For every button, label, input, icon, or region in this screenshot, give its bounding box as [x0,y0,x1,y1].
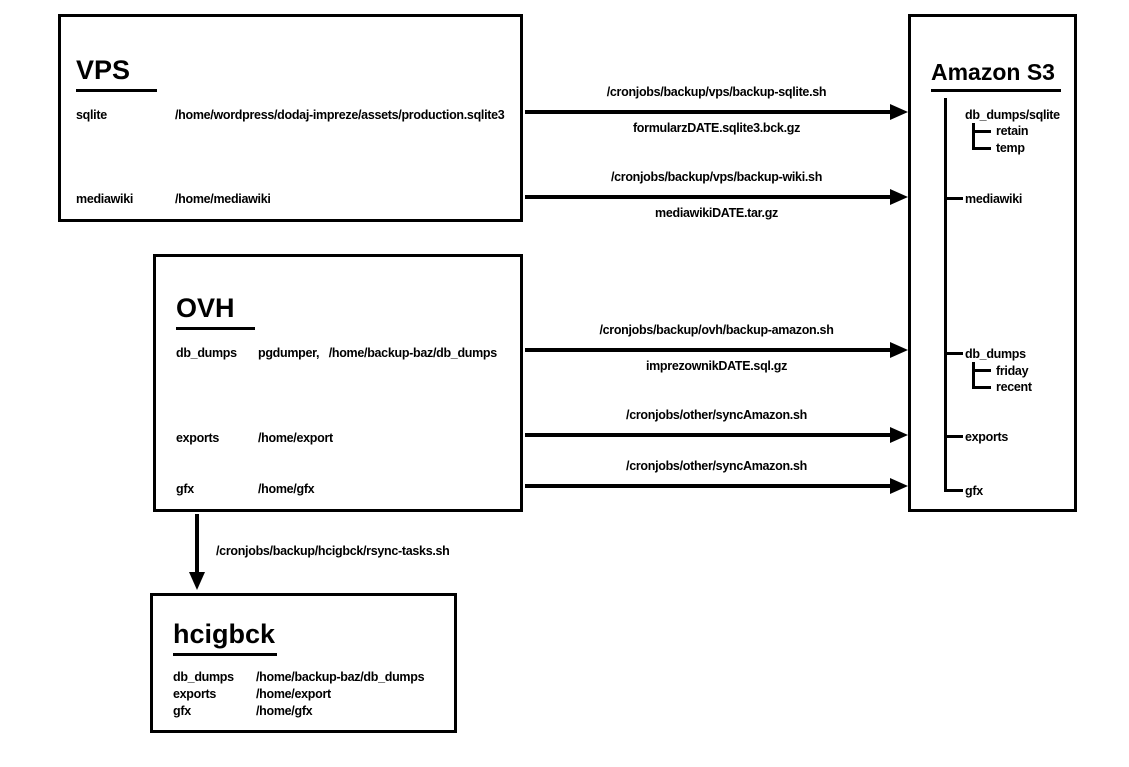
arrowhead-right-icon [890,478,908,494]
s3-tree-leaf: retain [996,124,1029,138]
ovh-row-exports [176,430,521,446]
s3-branch-line [944,435,963,438]
vps-box [58,14,523,222]
hcigbck-box-title: hcigbck [173,621,277,656]
artifact-label: imprezownikDATE.sql.gz [645,359,788,373]
row-value: /home/backup-baz/db_dumps [256,670,425,684]
hcigbck-row-exports [173,686,453,702]
artifact-label: formularzDATE.sqlite3.bck.gz [632,121,801,135]
row-value: /home/mediawiki [175,192,271,206]
arrow-ovh-gfx-to-s3 [525,458,908,514]
s3-subtree-line [972,362,975,389]
row-key: gfx [173,704,191,718]
arrowhead-down-icon [189,572,205,590]
row-value: pgdumper, /home/backup-baz/db_dumps [258,346,497,360]
cron-script-label: /cronjobs/backup/hcigbck/rsync-tasks.sh [216,544,450,558]
s3-tree-trunk-line [944,98,947,492]
arrow-shaft [525,348,890,352]
row-value: /home/gfx [256,704,313,718]
s3-branch-line [972,369,991,372]
artifact-label: mediawikiDATE.tar.gz [655,206,778,220]
arrowhead-right-icon [890,104,908,120]
row-key: sqlite [76,108,107,122]
cron-script-label: /cronjobs/other/syncAmazon.sh [626,408,807,422]
hcigbck-row-db-dumps [173,669,453,685]
s3-subtree-line [972,123,975,150]
arrow-shaft [195,514,199,572]
s3-tree-node: mediawiki [965,192,1023,206]
s3-branch-line [972,130,991,133]
cron-script-label: /cronjobs/backup/ovh/backup-amazon.sh [599,323,834,337]
arrow-shaft [525,433,890,437]
s3-tree-node: gfx [965,484,983,498]
hcigbck-box [150,593,457,733]
ovh-box [153,254,523,512]
row-key: gfx [176,482,194,496]
row-value: /home/export [256,687,331,701]
vps-row-mediawiki [76,191,516,207]
s3-branch-line [972,386,991,389]
arrow-vps-wiki-to-s3 [525,169,908,225]
row-key: exports [176,431,220,445]
s3-tree-node: exports [965,430,1009,444]
vps-row-sqlite [76,107,516,123]
cron-script-label: /cronjobs/backup/vps/backup-sqlite.sh [606,85,827,99]
arrowhead-right-icon [890,427,908,443]
row-value: /home/gfx [258,482,315,496]
s3-branch-line [944,352,963,355]
arrow-shaft [525,484,890,488]
row-value: /home/wordpress/dodaj-impreze/assets/production.sqlite3 [175,108,505,122]
s3-tree-leaf: recent [996,380,1032,394]
arrowhead-right-icon [890,189,908,205]
ovh-box-title: OVH [176,295,255,330]
cron-script-label: /cronjobs/other/syncAmazon.sh [626,459,807,473]
arrow-shaft [525,110,890,114]
cron-script-label: /cronjobs/backup/vps/backup-wiki.sh [610,170,823,184]
arrow-vps-sqlite-to-s3 [525,84,908,140]
arrow-shaft [525,195,890,199]
ovh-row-gfx [176,481,521,497]
row-key: mediawiki [76,192,134,206]
vps-box-title: VPS [76,57,157,92]
s3-branch-line [944,197,963,200]
row-key: exports [173,687,217,701]
amazon-s3-box [908,14,1077,512]
s3-tree-leaf: friday [996,364,1029,378]
row-key: db_dumps [173,670,234,684]
arrowhead-right-icon [890,342,908,358]
ovh-row-db-dumps [176,345,521,361]
amazon-s3-box-title: Amazon S3 [931,61,1061,92]
row-key: db_dumps [176,346,237,360]
s3-branch-line [944,489,963,492]
s3-tree-leaf: temp [996,141,1025,155]
s3-tree-node: db_dumps/sqlite [965,108,1060,122]
arrow-ovh-exports-to-s3 [525,407,908,463]
s3-tree-node: db_dumps [965,347,1026,361]
s3-branch-line [972,147,991,150]
row-value: /home/export [258,431,333,445]
arrow-ovh-dbdumps-to-s3 [525,322,908,378]
hcigbck-row-gfx [173,703,453,719]
